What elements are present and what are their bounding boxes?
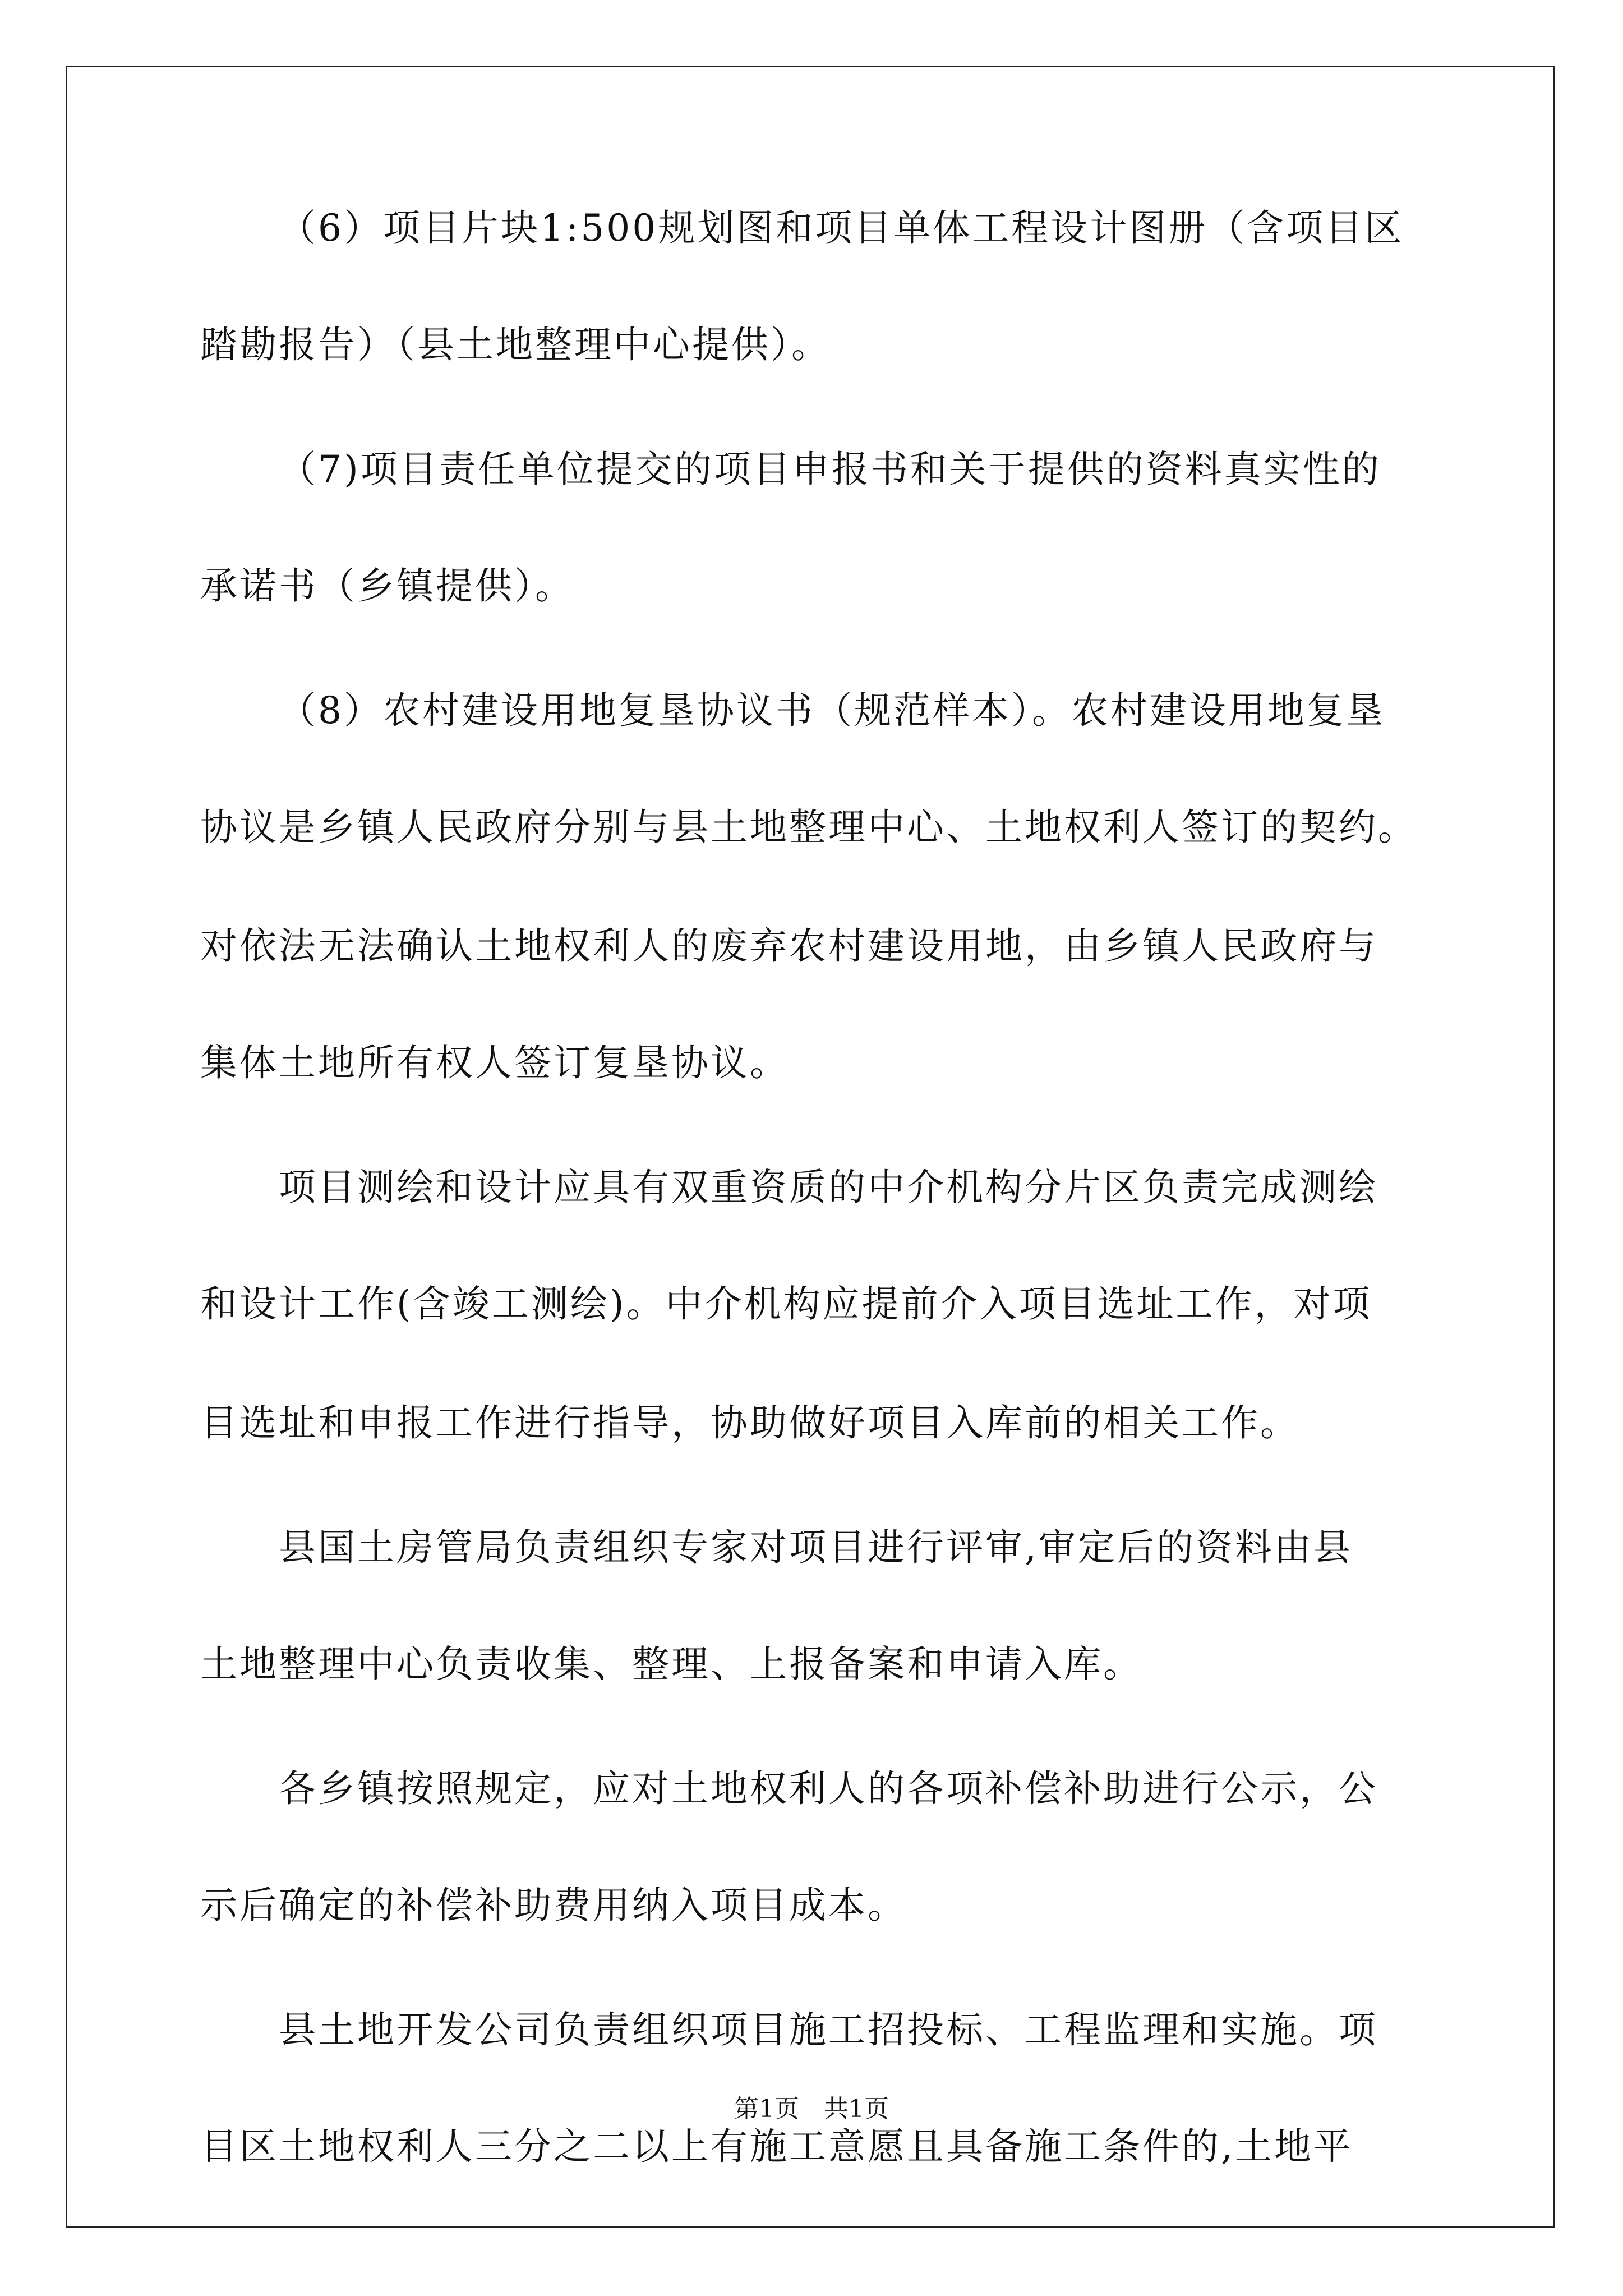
text-line: 目区土地权利人三分之二以上有施工意愿且具备施工条件的,土地平 [200, 2125, 1353, 2168]
text-line: 土地整理中心负责收集、整理、上报备案和申请入库。 [200, 1642, 1142, 1686]
text-line: （6）项目片块1:500规划图和项目单体工程设计图册（含项目区 [279, 206, 1404, 250]
text-line: 和设计工作(含竣工测绘)。中介机构应提前介入项目选址工作，对项 [200, 1282, 1372, 1326]
page-footer: 第1页 共1页 [734, 2095, 889, 2123]
text-line: 各乡镇按照规定，应对土地权利人的各项补偿补助进行公示，公 [279, 1767, 1378, 1810]
text-line: 县土地开发公司负责组织项目施工招投标、工程监理和实施。项 [279, 2008, 1378, 2051]
text-line: 集体土地所有权人签订复垦协议。 [200, 1041, 789, 1084]
text-line: 协议是乡镇人民政府分别与县土地整理中心、土地权利人签订的契约。 [200, 806, 1417, 849]
text-line: 县国土房管局负责组织专家对项目进行评审,审定后的资料由县 [279, 1526, 1353, 1569]
text-line: 承诺书（乡镇提供）。 [200, 564, 574, 608]
text-line: （8）农村建设用地复垦协议书（规范样本）。农村建设用地复垦 [279, 689, 1385, 732]
text-line: 项目测绘和设计应具有双重资质的中介机构分片区负责完成测绘 [279, 1166, 1378, 1209]
text-line: 对依法无法确认土地权利人的废弃农村建设用地，由乡镇人民政府与 [200, 924, 1378, 968]
text-line: 踏勘报告）（县土地整理中心提供）。 [200, 323, 831, 366]
text-line: 示后确定的补偿补助费用纳入项目成本。 [200, 1884, 907, 1927]
text-line: （7)项目责任单位提交的项目申报书和关于提供的资料真实性的 [279, 448, 1381, 491]
text-line: 目选址和申报工作进行指导，协助做好项目入库前的相关工作。 [200, 1401, 1299, 1444]
